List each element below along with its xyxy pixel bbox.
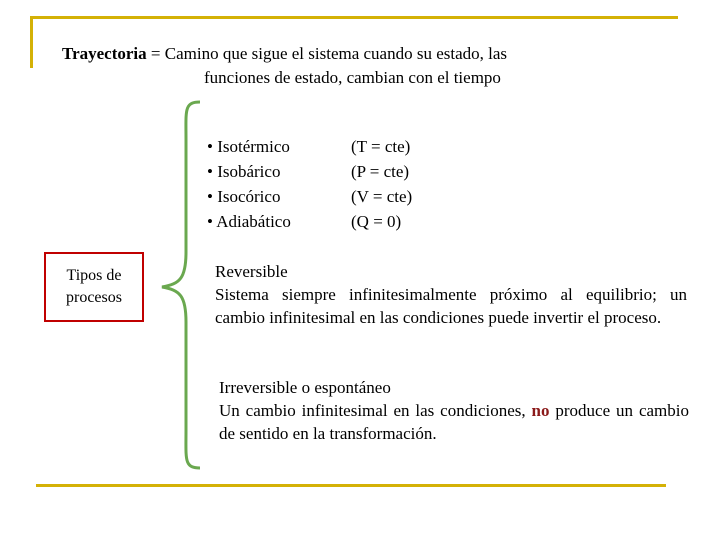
bottom-rule	[36, 484, 666, 487]
irreversible-section	[219, 376, 689, 445]
process-types-box	[44, 252, 144, 322]
left-rule	[30, 16, 33, 68]
trajectory-definition	[62, 42, 507, 90]
process-type-name: • Isocórico	[207, 187, 281, 206]
process-type-condition: (Q = 0)	[351, 212, 402, 231]
definition-term: Trayectoria	[62, 44, 147, 63]
reversible-title: Reversible	[215, 262, 288, 281]
reversible-text: Sistema siempre infinitesimalmente próximo al equilibrio; un cambio infinitesimal en las condiciones puede invertir el proceso.	[215, 285, 687, 327]
curly-brace-icon	[156, 100, 206, 470]
irreversible-text	[219, 399, 689, 445]
definition-line-1	[62, 42, 507, 66]
box-label-line-1: Tipos de	[66, 267, 122, 284]
list-item	[207, 159, 412, 184]
process-type-condition: (V = cte)	[351, 187, 413, 206]
box-label-line-2: procesos	[66, 289, 122, 306]
list-item	[207, 184, 412, 209]
process-type-condition: (T = cte)	[351, 137, 411, 156]
irreversible-title: Irreversible o espontáneo	[219, 378, 391, 397]
process-type-name: • Isotérmico	[207, 137, 290, 156]
irreversible-text-after: produce un cambio de sentido en la transformación.	[219, 401, 689, 443]
irreversible-text-before: Un cambio infinitesimal en las condiciones,	[219, 401, 532, 420]
reversible-section	[215, 260, 687, 329]
top-rule	[30, 16, 678, 19]
process-type-name: • Adiabático	[207, 212, 291, 231]
irreversible-emphasis: no	[531, 401, 550, 420]
process-type-condition: (P = cte)	[351, 162, 410, 181]
definition-text: = Camino que sigue el sistema cuando su estado, las	[146, 44, 508, 63]
definition-line-2: funciones de estado, cambian con el tiempo	[204, 68, 501, 87]
list-item	[207, 209, 412, 234]
process-types-list	[207, 134, 412, 234]
process-type-name: • Isobárico	[207, 162, 281, 181]
list-item	[207, 134, 412, 159]
